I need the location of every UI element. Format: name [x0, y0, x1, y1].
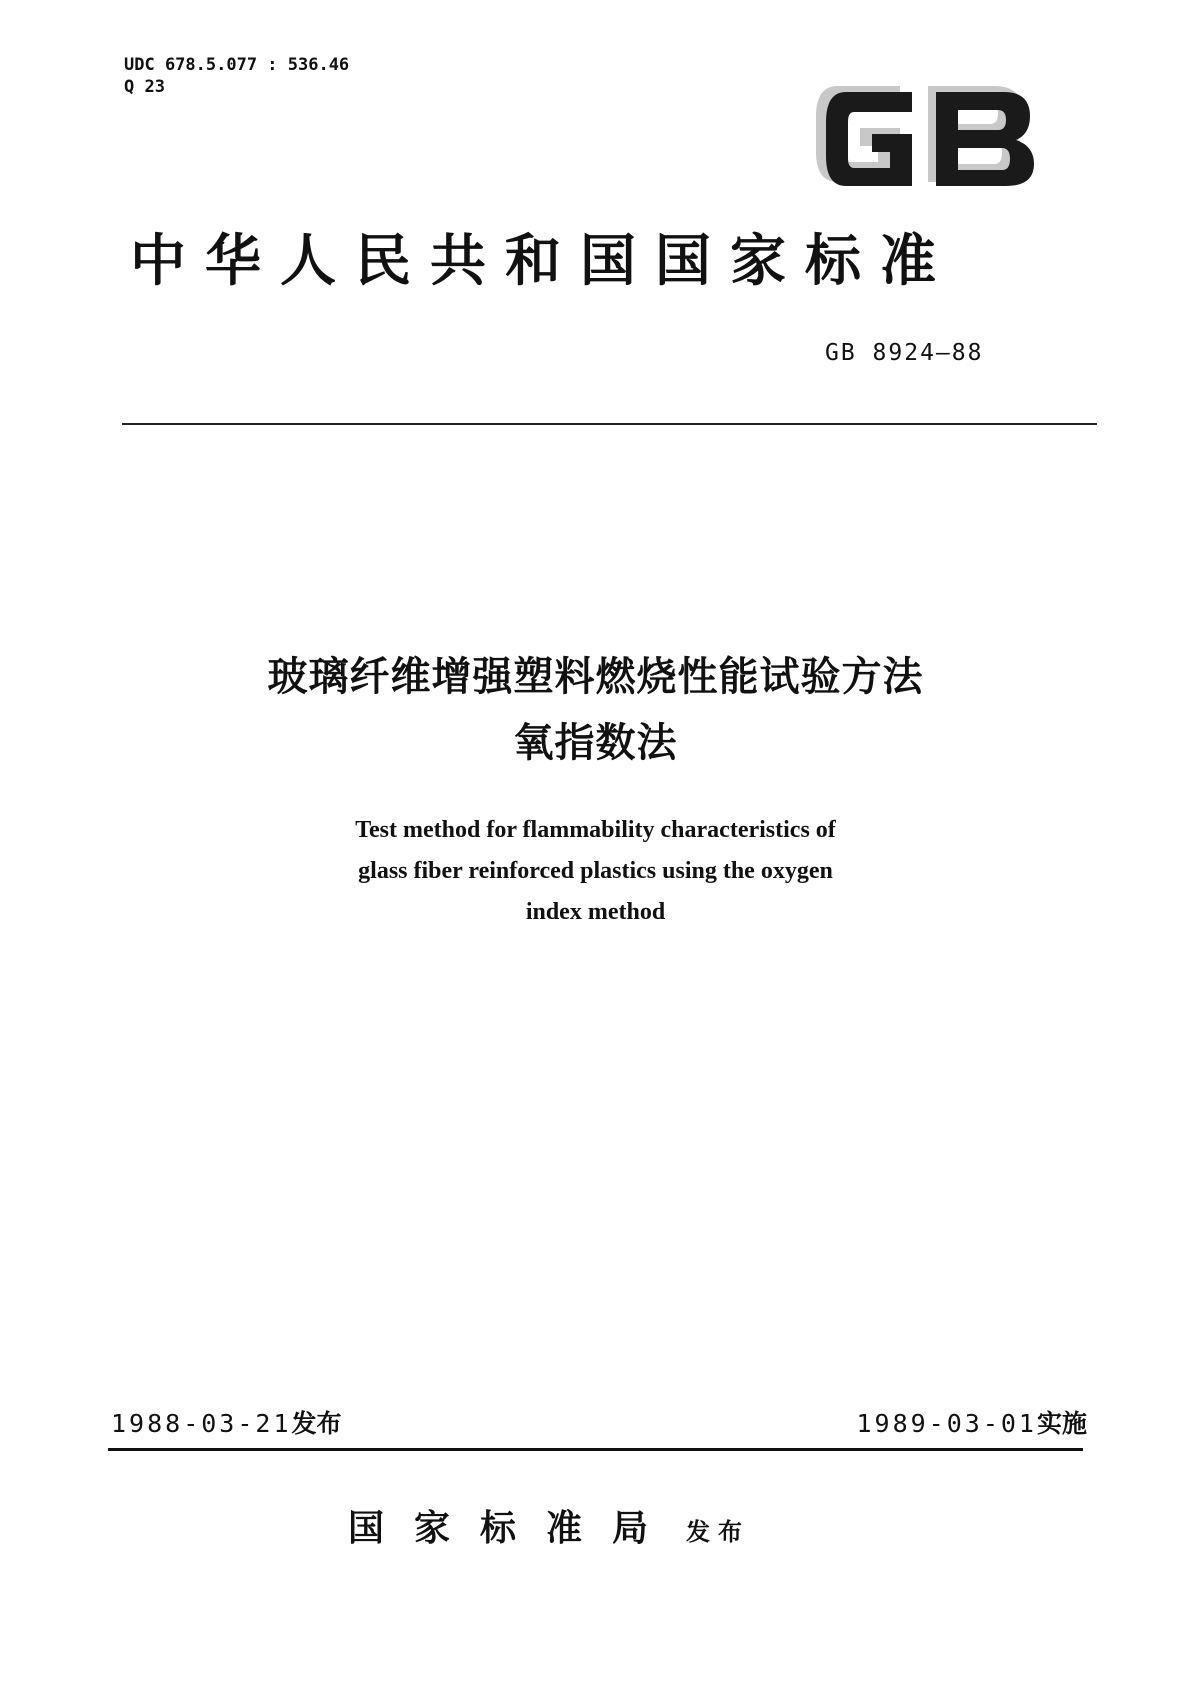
gb-logo-icon [808, 76, 1036, 192]
chinese-title-line-2: 氧指数法 [513, 720, 678, 766]
publisher-name: 国家标准局 [348, 1507, 679, 1549]
chinese-title-line-1: 玻璃纤维增强塑料燃烧性能试验方法 [267, 654, 924, 700]
classification-block [124, 54, 349, 98]
top-divider [122, 423, 1097, 425]
english-title [0, 810, 1191, 933]
english-title-line-1: Test method for flammability characteristics of [355, 817, 836, 843]
issue-label: 发布 [291, 1409, 342, 1438]
national-standard-title: 中华人民共和国国家标准 [130, 228, 955, 294]
standard-number: GB 8924—88 [825, 340, 984, 366]
implementation-label: 实施 [1036, 1409, 1087, 1438]
publisher-block [348, 1500, 848, 1551]
english-title-line-2: glass fiber reinforced plastics using the oxygen [358, 858, 833, 884]
issue-date-block [111, 1404, 342, 1440]
bottom-divider [108, 1448, 1083, 1451]
category-code: Q 23 [124, 77, 165, 97]
udc-code: UDC 678.5.077 : 536.46 [124, 55, 350, 75]
issue-date: 1988-03-21 [111, 1409, 292, 1438]
publisher-action: 发布 [686, 1518, 751, 1546]
implementation-date: 1989-03-01 [856, 1409, 1037, 1438]
english-title-line-3: index method [525, 899, 666, 925]
implementation-date-block [856, 1404, 1087, 1440]
